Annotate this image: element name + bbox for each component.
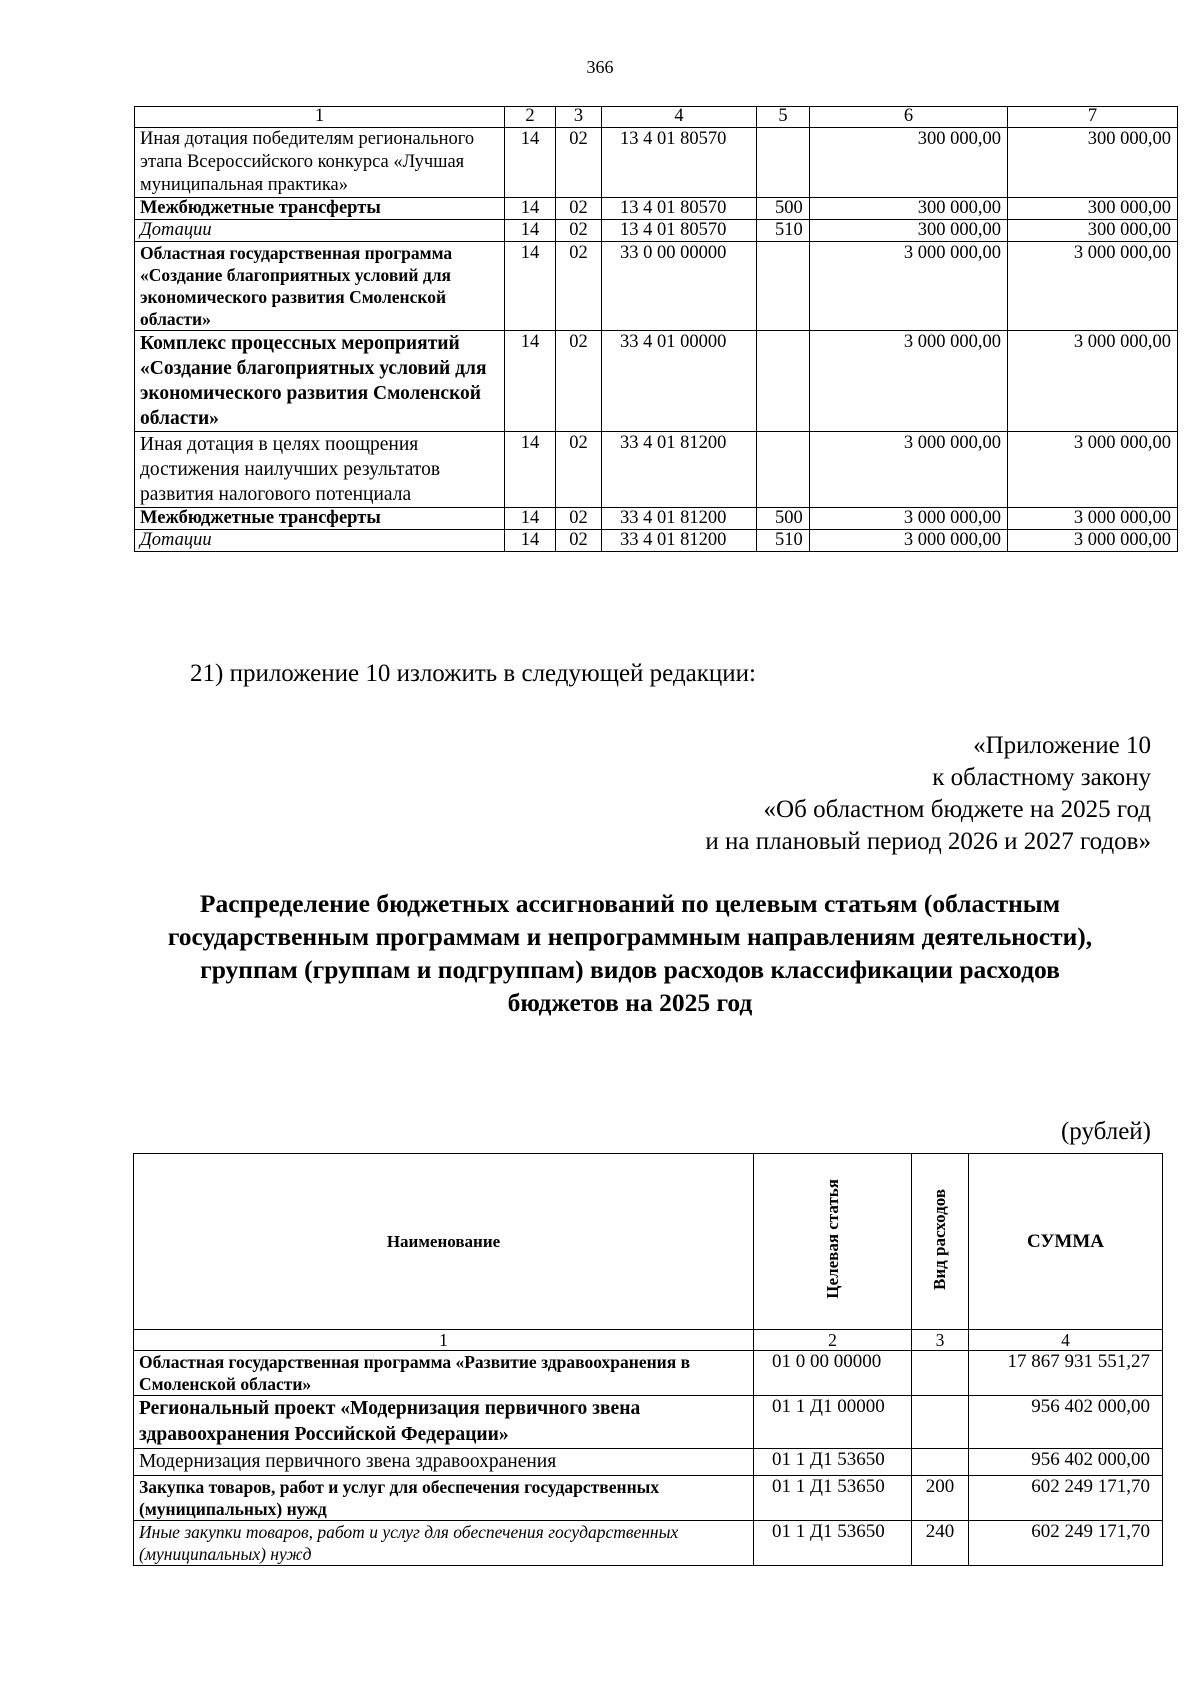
appendix-header-line: «Об областном бюджете на 2025 год <box>763 796 1151 823</box>
table-header-row <box>134 1154 1163 1330</box>
column-number-row <box>134 1330 1163 1351</box>
cell: 33 4 01 81200 <box>602 530 757 552</box>
cell: 3 000 000,00 <box>1008 508 1178 530</box>
table-row <box>135 432 1178 508</box>
column-number: 2 <box>754 1330 912 1351</box>
cell: 33 0 00 00000 <box>602 242 757 331</box>
cell: 33 4 01 00000 <box>602 331 757 432</box>
cell: 3 000 000,00 <box>1008 432 1178 508</box>
cell: 14 <box>505 530 556 552</box>
table-header-row <box>135 107 1178 128</box>
row-name: Межбюджетные трансферты <box>135 198 505 220</box>
cell <box>912 1449 969 1476</box>
table-row <box>135 198 1178 220</box>
title-line: государственным программам и непрограммным направлениям деятельности), <box>167 922 1093 951</box>
column-number: 3 <box>912 1330 969 1351</box>
cell: 33 4 01 81200 <box>602 432 757 508</box>
cell: 02 <box>556 331 602 432</box>
column-number: 6 <box>810 107 1008 128</box>
row-name: Иная дотация в целях поощрения достижения наилучших результатов развития налогового потенциала <box>135 432 505 508</box>
cell: 14 <box>505 220 556 242</box>
cell: 01 1 Д1 53650 <box>754 1521 912 1566</box>
cell <box>912 1351 969 1396</box>
document-title <box>110 887 1150 1019</box>
cell: 956 402 000,00 <box>969 1396 1163 1449</box>
cell: 3 000 000,00 <box>810 530 1008 552</box>
table-row <box>134 1476 1163 1521</box>
row-name: Иная дотация победителям регионального этапа Всероссийского конкурса «Лучшая муниципальная практика» <box>135 128 505 198</box>
row-name: Дотации <box>135 220 505 242</box>
row-name: Модернизация первичного звена здравоохранения <box>134 1449 754 1476</box>
units-label: (рублей) <box>1060 1118 1151 1145</box>
cell: 500 <box>757 198 810 220</box>
cell: 510 <box>757 220 810 242</box>
cell: 01 1 Д1 00000 <box>754 1396 912 1449</box>
cell: 3 000 000,00 <box>810 432 1008 508</box>
cell: 3 000 000,00 <box>1008 530 1178 552</box>
cell: 14 <box>505 128 556 198</box>
cell: 17 867 931 551,27 <box>969 1351 1163 1396</box>
cell: 300 000,00 <box>1008 128 1178 198</box>
cell: 3 000 000,00 <box>810 508 1008 530</box>
budget-table-continued <box>134 106 1178 552</box>
table-row <box>135 530 1178 552</box>
cell: 33 4 01 81200 <box>602 508 757 530</box>
cell: 200 <box>912 1476 969 1521</box>
cell <box>757 242 810 331</box>
column-number: 1 <box>135 107 505 128</box>
cell: 956 402 000,00 <box>969 1449 1163 1476</box>
column-number: 1 <box>134 1330 754 1351</box>
cell: 02 <box>556 128 602 198</box>
cell: 3 000 000,00 <box>1008 242 1178 331</box>
cell: 3 000 000,00 <box>810 331 1008 432</box>
cell: 13 4 01 80570 <box>602 198 757 220</box>
cell: 300 000,00 <box>1008 220 1178 242</box>
header-name: Наименование <box>134 1154 754 1330</box>
row-name: Комплекс процессных мероприятий «Создание благоприятных условий для экономического развития Смоленской области» <box>135 331 505 432</box>
column-number: 4 <box>969 1330 1163 1351</box>
cell: 01 1 Д1 53650 <box>754 1449 912 1476</box>
cell: 3 000 000,00 <box>810 242 1008 331</box>
amendment-instruction: 21) приложение 10 изложить в следующей редакции: <box>190 660 756 687</box>
cell: 300 000,00 <box>1008 198 1178 220</box>
header-target <box>754 1154 912 1330</box>
cell: 300 000,00 <box>810 128 1008 198</box>
cell: 13 4 01 80570 <box>602 128 757 198</box>
cell: 13 4 01 80570 <box>602 220 757 242</box>
row-name: Иные закупки товаров, работ и услуг для обеспечения государственных (муниципальных) нужд <box>134 1521 754 1566</box>
table-row <box>135 128 1178 198</box>
appendix-header <box>705 730 1151 858</box>
cell: 14 <box>505 242 556 331</box>
cell: 02 <box>556 242 602 331</box>
cell: 602 249 171,70 <box>969 1521 1163 1566</box>
header-target-label: Целевая статья <box>822 1179 842 1299</box>
cell: 02 <box>556 432 602 508</box>
budget-allocation-table <box>133 1153 1163 1566</box>
header-sum: СУММА <box>969 1154 1163 1330</box>
cell: 510 <box>757 530 810 552</box>
table-row <box>134 1449 1163 1476</box>
cell: 300 000,00 <box>810 220 1008 242</box>
cell: 3 000 000,00 <box>1008 331 1178 432</box>
table-row <box>134 1396 1163 1449</box>
cell: 02 <box>556 530 602 552</box>
cell: 02 <box>556 508 602 530</box>
cell: 300 000,00 <box>810 198 1008 220</box>
column-number: 2 <box>505 107 556 128</box>
appendix-header-line: «Приложение 10 <box>973 732 1151 759</box>
table-row <box>135 220 1178 242</box>
row-name: Областная государственная программа «Развитие здравоохранения в Смоленской области» <box>134 1351 754 1396</box>
cell: 02 <box>556 198 602 220</box>
column-number: 3 <box>556 107 602 128</box>
appendix-header-line: к областному закону <box>932 764 1151 791</box>
cell: 500 <box>757 508 810 530</box>
page-number: 366 <box>586 57 614 77</box>
table-row <box>135 242 1178 331</box>
header-type-label: Вид расходов <box>930 1188 949 1290</box>
row-name: Межбюджетные трансферты <box>135 508 505 530</box>
cell: 602 249 171,70 <box>969 1476 1163 1521</box>
table-row <box>135 508 1178 530</box>
table-row <box>134 1521 1163 1566</box>
row-name: Региональный проект «Модернизация первичного звена здравоохранения Российской Федерации» <box>134 1396 754 1449</box>
cell: 01 0 00 00000 <box>754 1351 912 1396</box>
cell: 240 <box>912 1521 969 1566</box>
cell <box>912 1396 969 1449</box>
cell <box>757 331 810 432</box>
cell <box>757 432 810 508</box>
row-name: Дотации <box>135 530 505 552</box>
title-line: Распределение бюджетных ассигнований по целевым статьям (областным <box>199 889 1061 918</box>
table-row <box>134 1351 1163 1396</box>
column-number: 4 <box>602 107 757 128</box>
table-row <box>135 331 1178 432</box>
cell <box>757 128 810 198</box>
row-name: Областная государственная программа «Создание благоприятных условий для экономического развития Смоленской области» <box>135 242 505 331</box>
cell: 14 <box>505 432 556 508</box>
header-type <box>912 1154 969 1330</box>
cell: 02 <box>556 220 602 242</box>
appendix-header-line: и на плановый период 2026 и 2027 годов» <box>705 828 1151 855</box>
column-number: 7 <box>1008 107 1178 128</box>
cell: 01 1 Д1 53650 <box>754 1476 912 1521</box>
cell: 14 <box>505 508 556 530</box>
column-number: 5 <box>757 107 810 128</box>
row-name: Закупка товаров, работ и услуг для обеспечения государственных (муниципальных) нужд <box>134 1476 754 1521</box>
cell: 14 <box>505 198 556 220</box>
cell: 14 <box>505 331 556 432</box>
title-line: бюджетов на 2025 год <box>507 988 753 1017</box>
title-line: группам (группам и подгруппам) видов расходов классификации расходов <box>200 955 1060 984</box>
